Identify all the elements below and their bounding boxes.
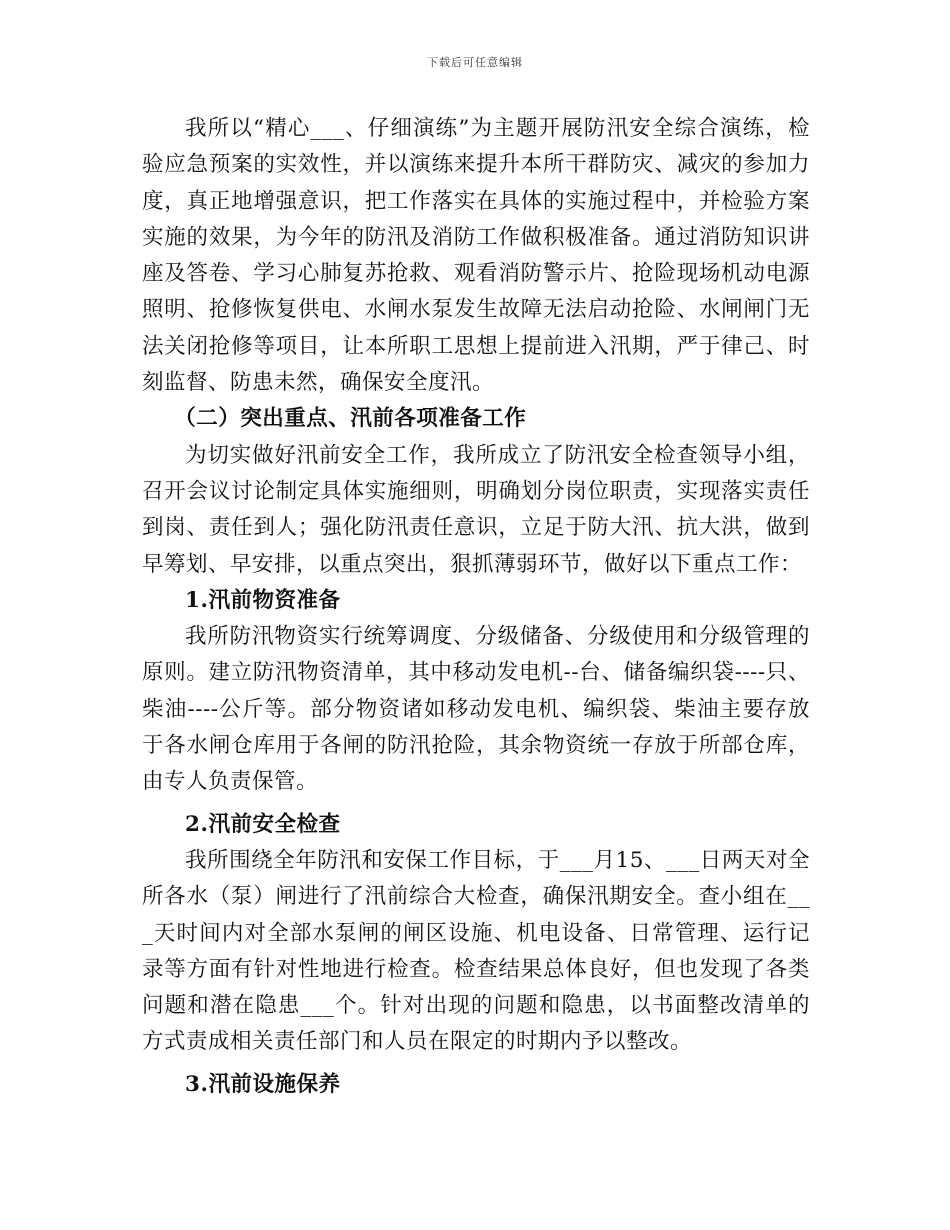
paragraph-safety-work: 为切实做好汛前安全工作，我所成立了防汛安全检查领导小组，召开会议讨论制定具体实施细则，明确划分岗位职责，实现落实责任到岗、责任到人；强化防汛责任意识，立足于防大汛、抗大洪，做到早筹划、早安排，以重点突出，狠抓薄弱环节，做好以下重点工作： xyxy=(142,442,810,577)
page-header: 下载后可任意编辑 xyxy=(427,56,523,69)
paragraph-inspection: 我所围绕全年防汛和安保工作目标，于___月15、___日两天对全所各水（泵）闸进行了汛前综合大检查，确保汛期安全。查小组在___天时间内对全部水泵闸的闸区设施、机电设备、日常管理、运行记录等方面有针对性地进行检查。检查结果总体良好，但也发现了各类问题和潜在隐患___个。针对出现的问题和隐患，以书面整改清单的方式责成相关责任部门和人员在限定的时期内予以整改。 xyxy=(142,847,810,1055)
section-heading-preparation: （二）突出重点、汛前各项准备工作 xyxy=(174,406,527,432)
document-body xyxy=(142,111,810,1103)
paragraph-drill: 我所以“精心___、仔细演练”为主题开展防汛安全综合演练，检验应急预案的实效性，并以演练来提升本所干群防灾、减灾的参加力度，真正地增强意识，把工作落实在具体的实施过程中，并检验方案实施的效果，为今年的防汛及消防工作做积极准备。通过消防知识讲座及答卷、学习心肺复苏抢救、观看消防警示片、抢险现场机动电源照明、抢修恢复供电、水闸水泵发生故障无法启动抢险、水闸闸门无法关闭抢修等项目，让本所职工思想上提前进入汛期，严于律己、时刻监督、防患未然，确保安全度汛。 xyxy=(142,116,810,396)
paragraph-materials: 我所防汛物资实行统筹调度、分级储备、分级使用和分级管理的原则。建立防汛物资清单，其中移动发电机--台、储备编织袋----只、柴油----公斤等。部分物资诸如移动发电机、编织袋、柴油主要存放于各水闸仓库用于各闸的防汛抢险，其余物资统一存放于所部仓库，由专人负责保管。 xyxy=(142,624,810,795)
subheading-materials: 1.汛前物资准备 xyxy=(185,587,341,613)
subheading-maintenance: 3.汛前设施保养 xyxy=(185,1071,341,1097)
subheading-inspection: 2.汛前安全检查 xyxy=(185,811,341,837)
